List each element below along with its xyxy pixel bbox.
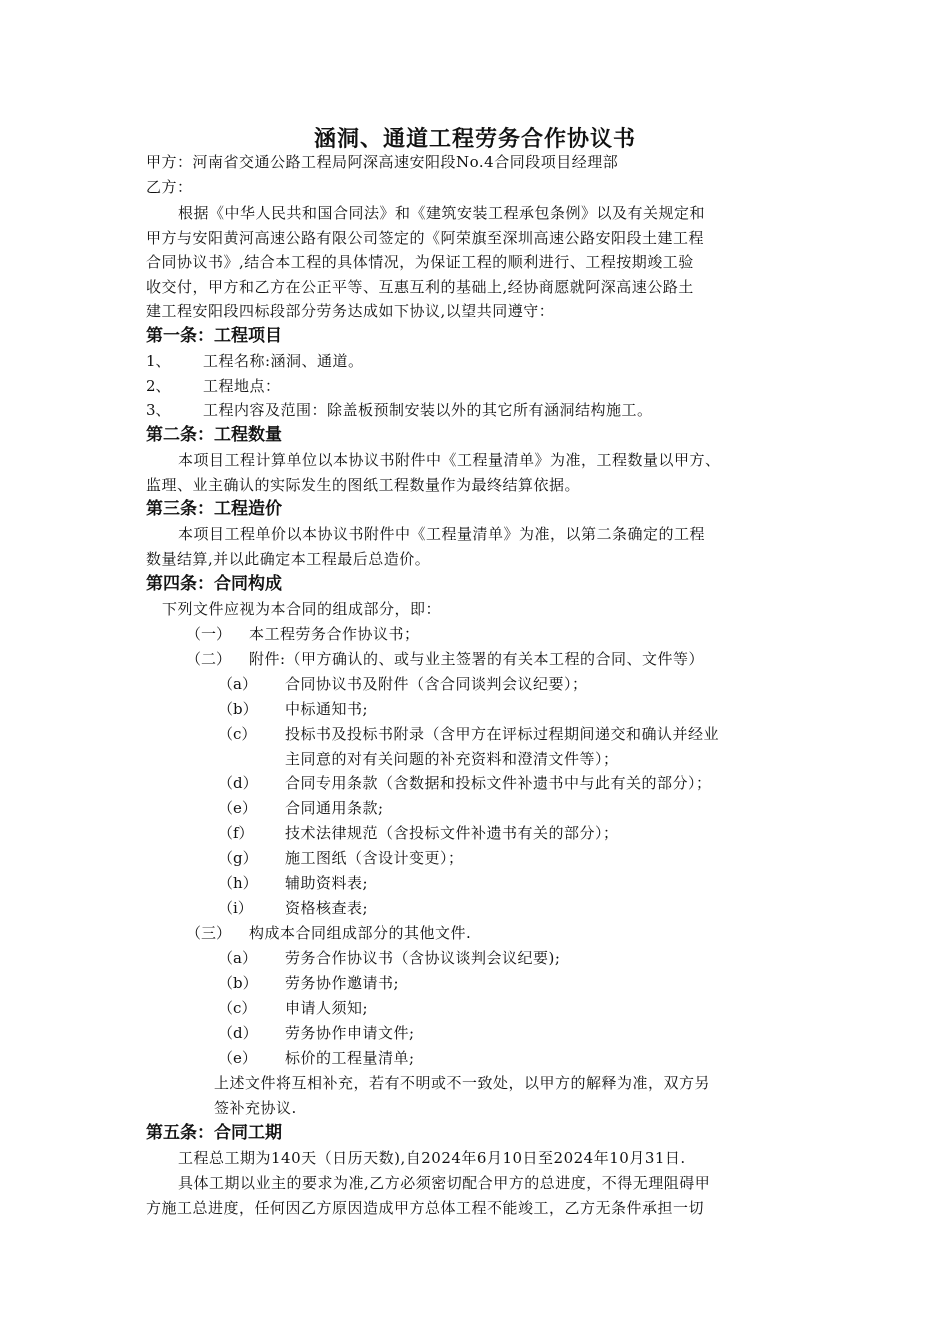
note-line: 签补充协议.: [214, 1099, 297, 1117]
article-5-heading: 第五条：合同工期: [146, 1123, 282, 1143]
item-text: 资格核查表;: [285, 899, 369, 917]
list-number: 3、: [146, 401, 171, 419]
document-title: 涵洞、通道工程劳务合作协议书: [313, 127, 636, 152]
party-a: 甲方：河南省交通公路工程局阿深高速安阳段No.4合同段项目经理部: [146, 153, 619, 171]
paragraph-line: 方施工总进度，任何因乙方原因造成甲方总体工程不能竣工，乙方无条件承担一切: [146, 1199, 705, 1217]
party-b: 乙方：: [146, 178, 193, 196]
item-letter: （a）: [218, 675, 257, 693]
section-text: 附件:（甲方确认的、或与业主签署的有关本工程的合同、文件等）: [249, 650, 705, 668]
section-number: （二）: [186, 650, 232, 668]
article-2-heading: 第二条：工程数量: [146, 425, 282, 445]
item-letter: （d）: [218, 774, 258, 792]
section-text: 本工程劳务合作协议书；: [249, 625, 420, 643]
intro-line: 甲方与安阳黄河高速公路有限公司签定的《阿荣旗至深圳高速公路安阳段土建工程: [146, 229, 705, 247]
item-text: 劳务合作协议书（含协议谈判会议纪要);: [285, 949, 561, 967]
section-number: （一）: [186, 625, 232, 643]
list-item: 工程地点：: [203, 377, 281, 395]
paragraph-line: 工程总工期为140天（日历天数),自2024年6月10日至2024年10月31日.: [178, 1149, 686, 1167]
item-text: 合同协议书及附件（含合同谈判会议纪要）；: [285, 675, 588, 693]
item-text: 劳务协作申请文件;: [285, 1024, 415, 1042]
paragraph-line: 下列文件应视为本合同的组成部分，即：: [162, 600, 442, 618]
item-letter: （i）: [218, 899, 253, 917]
item-text: 申请人须知;: [285, 999, 369, 1017]
article-3-heading: 第三条：工程造价: [146, 499, 282, 519]
section-text: 构成本合同组成部分的其他文件.: [249, 924, 472, 942]
item-text: 主同意的对有关问题的补充资料和澄清文件等）；: [285, 750, 619, 768]
item-letter: （f）: [218, 824, 254, 842]
item-letter: （c）: [218, 999, 257, 1017]
item-letter: （b）: [218, 974, 258, 992]
item-text: 中标通知书;: [285, 700, 369, 718]
item-text: 施工图纸（含设计变更）；: [285, 849, 464, 867]
article-1-heading: 第一条：工程项目: [146, 326, 282, 346]
list-item: 工程内容及范围：除盖板预制安装以外的其它所有涵洞结构施工。: [203, 401, 653, 419]
item-letter: （d）: [218, 1024, 258, 1042]
paragraph-line: 本项目工程单价以本协议书附件中《工程量清单》为准，以第二条确定的工程: [178, 525, 706, 543]
item-letter: （e）: [218, 799, 257, 817]
item-text: 劳务协作邀请书;: [285, 974, 400, 992]
paragraph-line: 监理、业主确认的实际发生的图纸工程数量作为最终结算依据。: [146, 476, 581, 494]
item-letter: （e）: [218, 1049, 257, 1067]
list-number: 1、: [146, 352, 171, 370]
paragraph-line: 数量结算,并以此确定本工程最后总造价。: [146, 550, 431, 568]
list-item: 工程名称:涵洞、通道。: [203, 352, 364, 370]
item-text: 标价的工程量清单;: [285, 1049, 415, 1067]
section-number: （三）: [186, 924, 232, 942]
item-letter: （a）: [218, 949, 257, 967]
intro-line: 建工程安阳段四标段部分劳务达成如下协议,以望共同遵守：: [146, 302, 555, 320]
intro-line: 收交付，甲方和乙方在公正平等、互惠互利的基础上,经协商愿就阿深高速公路土: [146, 278, 694, 296]
item-text: 辅助资料表;: [285, 874, 369, 892]
list-number: 2、: [146, 377, 171, 395]
item-text: 技术法律规范（含投标文件补遗书有关的部分）；: [285, 824, 619, 842]
item-letter: （b）: [218, 700, 258, 718]
intro-line: 合同协议书》,结合本工程的具体情况，为保证工程的顺利进行、工程按期竣工验: [146, 253, 694, 271]
item-letter: （h）: [218, 874, 258, 892]
item-text: 合同通用条款;: [285, 799, 384, 817]
note-line: 上述文件将互相补充，若有不明或不一致处，以甲方的解释为准，双方另: [214, 1074, 711, 1092]
item-letter: （g）: [218, 849, 258, 867]
item-letter: （c）: [218, 725, 257, 743]
paragraph-line: 具体工期以业主的要求为准,乙方必须密切配合甲方的总进度，不得无理阻碍甲: [178, 1174, 711, 1192]
item-text: 合同专用条款（含数据和投标文件补遗书中与此有关的部分）；: [285, 774, 712, 792]
article-4-heading: 第四条：合同构成: [146, 574, 282, 594]
intro-line: 根据《中华人民共和国合同法》和《建筑安装工程承包条例》以及有关规定和: [178, 204, 706, 222]
item-text: 投标书及投标书附录（含甲方在评标过程期间递交和确认并经业: [285, 725, 720, 743]
paragraph-line: 本项目工程计算单位以本协议书附件中《工程量清单》为准，工程数量以甲方、: [178, 451, 721, 469]
